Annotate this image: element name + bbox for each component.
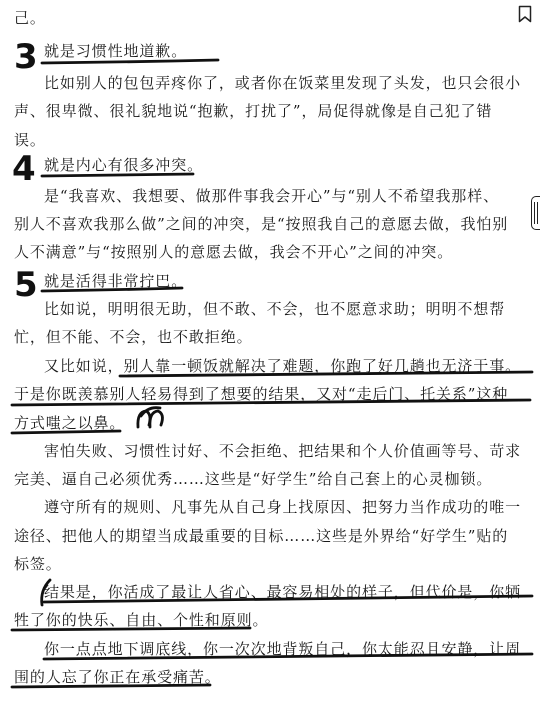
text-line: 于是你既羡慕别人轻易得到了想要的结果，又对“走后门、托关系”这种: [14, 385, 509, 403]
text-line: 别人不喜欢我那么做”之间的冲突，是“按照我自己的意愿去做，我怕别: [14, 215, 509, 233]
text-line: 声、很卑微、很礼貌地说“抱歉，打扰了”，局促得就像是自己犯了错: [14, 102, 493, 120]
text-line: 人不满意”与“按照别人的意愿去做，我会不开心”之间的冲突。: [14, 243, 454, 261]
text-line: 己。: [14, 9, 46, 27]
nose-mark: [150, 411, 163, 427]
annotation-number-5: 5: [14, 265, 38, 305]
annotation-number-4: 4: [12, 149, 36, 189]
section-heading: 就是内心有很多冲突。: [44, 156, 204, 174]
text-line: 遵守所有的规则、凡事先从自己身上找原因、把努力当作成功的唯一: [44, 498, 522, 516]
text-line: 是“我喜欢、我想要、做那件事我会开心”与“别人不希望我那样、: [44, 187, 500, 205]
text-line: 你一点点地下调底线，你一次次地背叛自己，你太能忍且安静，让周: [44, 640, 522, 658]
text-line: 结果是，你活成了最让人省心、最容易相处的样子，但代价是，你牺: [44, 583, 522, 601]
text-line: 标签。: [14, 555, 62, 573]
text-line: 又比如说，别人靠一顿饭就解决了难题，你跑了好几趟也无济于事。: [44, 357, 522, 375]
text-line: 比如说，明明很无助，但不敢、不会，也不愿意求助；明明不想帮: [44, 300, 506, 318]
nose-mark: [138, 411, 150, 427]
text-line: 牲了你的快乐、自由、个性和原则。: [14, 611, 269, 629]
text-line: 比如别人的包包弄疼你了，或者你在饭菜里发现了头发，也只会很小: [44, 74, 522, 92]
bookmark-icon[interactable]: [518, 5, 532, 23]
annotation-number-3: 3: [14, 37, 38, 77]
text-line: 忙，但不能、不会，也不敢拒绝。: [14, 328, 253, 346]
text-line: 害怕失败、习惯性讨好、不会拒绝、把结果和个人价值画等号、苛求: [44, 442, 522, 460]
section-heading: 就是习惯性地道歉。: [44, 42, 188, 60]
scroll-handle[interactable]: [531, 196, 540, 230]
nose-mark: [141, 408, 160, 416]
text-line: 误。: [14, 131, 46, 149]
section-heading: 就是活得非常拧巴。: [44, 272, 188, 290]
text-line: 方式嗤之以鼻。: [14, 414, 126, 432]
text-line: 途径、把他人的期望当成最重要的目标……这些是外界给“好学生”贴的: [14, 527, 509, 545]
text-line: 围的人忘了你正在承受痛苦。: [14, 668, 221, 686]
text-line: 完美、逼自己必须优秀……这些是“好学生”给自己套上的心灵枷锁。: [14, 470, 493, 488]
